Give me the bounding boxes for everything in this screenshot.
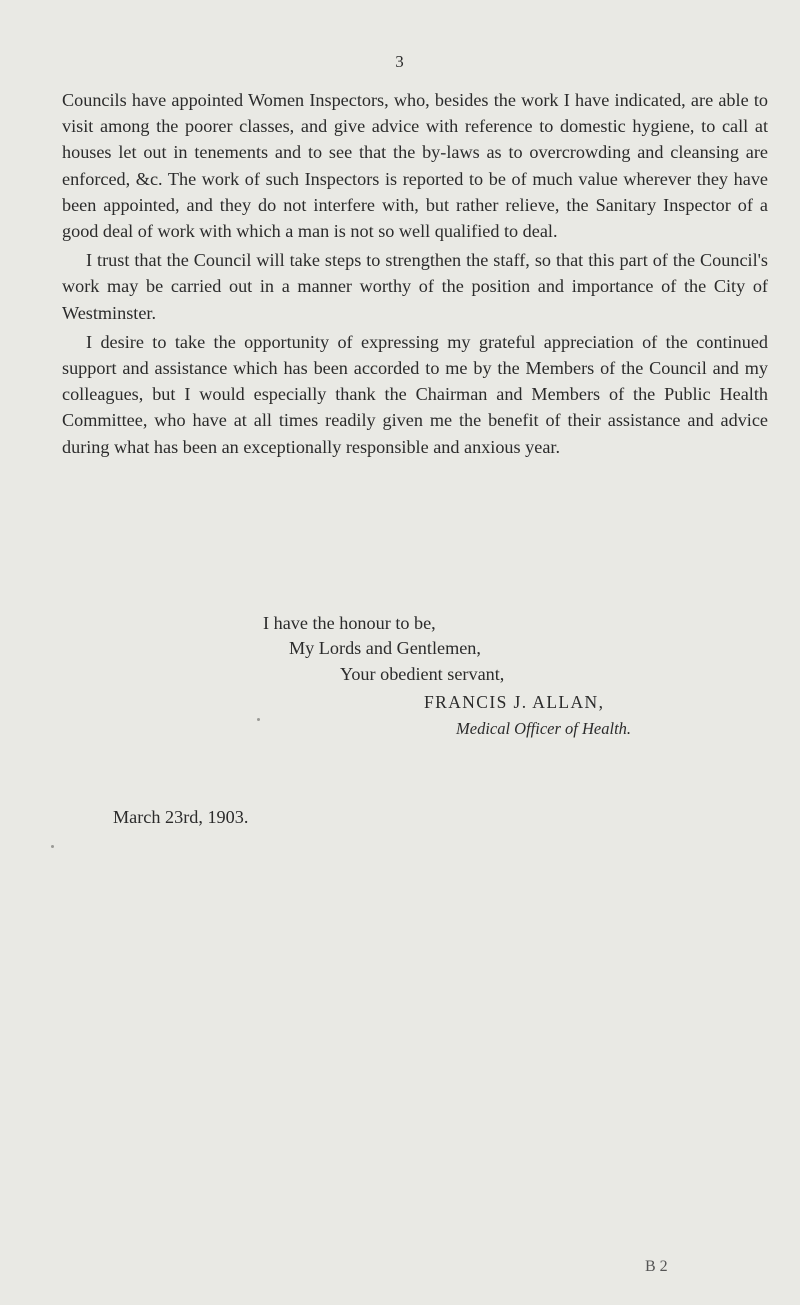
report-body <box>62 87 768 463</box>
paragraph-strengthen-staff: I trust that the Council will take steps to strengthen the staff, so that this part of the Council's work may be carried out in a manner worthy of the position and importance of the City of Westminster. <box>62 250 768 323</box>
signature-title: Medical Officer of Health. <box>456 719 632 738</box>
printer-signature-mark: B 2 <box>645 1258 668 1275</box>
closing-line-servant: Your obedient servant, <box>340 664 505 684</box>
paper-speck <box>51 845 54 848</box>
closing-line-honour: I have the honour to be, <box>263 613 436 633</box>
paper-speck <box>257 718 260 721</box>
closing-line-salutation: My Lords and Gentlemen, <box>289 638 481 658</box>
paragraph-appreciation: I desire to take the opportunity of expressing my grateful appreciation of the continued support and assistance which has been accorded to me by the Members of the Council and my colleagues, but I would especially thank the Chairman and Members of the Public Health Committee, who have at all times readily given me the benefit of their assistance and advice during what has been an exceptionally responsible and anxious year. <box>62 331 768 457</box>
page-number: 3 <box>395 52 405 71</box>
report-date: March 23rd, 1903. <box>113 807 249 827</box>
paragraph-women-inspectors: Councils have appointed Women Inspectors, who, besides the work I have indicated, are able to visit among the poorer classes, and give advice with reference to domestic hygiene, to call at houses let out in tenements and to see that the by-laws as to overcrowding and cleansing are enforced, &c. The work of such Inspectors is reported to be of much value wherever they have been appointed, and they do not interfere with, but rather relieve, the Sanitary Inspector of a good deal of work with which a man is not so well qualified to deal. <box>62 90 768 242</box>
signature-name: FRANCIS J. ALLAN, <box>424 692 605 712</box>
